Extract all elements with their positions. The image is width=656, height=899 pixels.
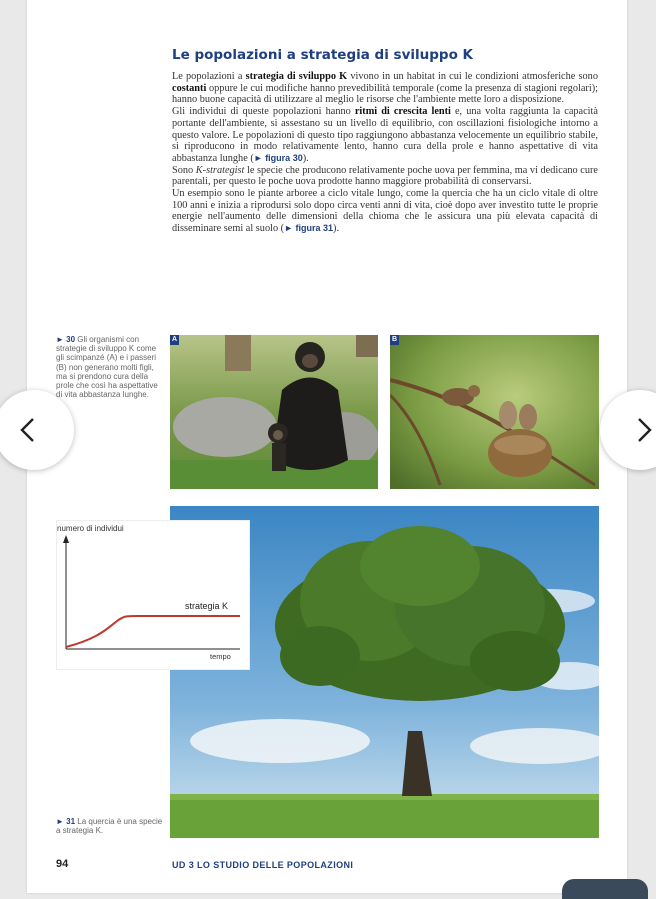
page-number: 94 xyxy=(56,858,69,870)
figure-31-reference[interactable]: ► figura 31 xyxy=(284,223,334,234)
figure-30-reference[interactable]: ► figura 30 xyxy=(253,152,303,163)
bottom-toolbar-tab[interactable] xyxy=(562,879,648,899)
paragraph-3: Sono K-strategist le specie che producono relativamente poche uova per femmina, ma vi dedicano cure parentali, per questo le poche uova prodotte hanno maggiore probabilità di conservarsi. xyxy=(172,164,598,188)
paragraph-1: Le popolazioni a strategia di sviluppo K vivono in un habitat in cui le condizioni atmosferiche sono costanti oppure le cui modifiche hanno prevedibilità temporale (come la presenza di stagioni regolari); hanno buone capacità di utilizzare al meglio le risorse che l'ambiente mette loro a disposizione. xyxy=(172,71,598,106)
population-growth-graph xyxy=(56,520,250,670)
figure-31-caption: ► 31 La quercia è una specie a strategia K. xyxy=(56,817,163,836)
graph-y-label: numero di individui xyxy=(57,524,124,533)
chevron-left-icon xyxy=(18,417,36,443)
chimpanzee-photo xyxy=(170,335,378,489)
graph-x-label: tempo xyxy=(210,652,231,661)
unit-title: UD 3 LO STUDIO DELLE POPOLAZIONI xyxy=(172,860,354,870)
figure-30-caption: ► 30 Gli organismi con strategie di sviluppo K come gli scimpanzé (A) e i passeri (B) non generano molti figli, ma si prendono cura della prole che così ha aspettative di vita abbastanza lunghe. xyxy=(56,335,158,400)
photo-label-a: A xyxy=(171,336,178,343)
graph-series-label: strategia K xyxy=(185,601,229,611)
chevron-right-icon xyxy=(636,417,654,443)
strategy-k-curve xyxy=(66,616,240,647)
y-axis-arrow-icon xyxy=(63,535,69,543)
section-body xyxy=(172,71,598,235)
paragraph-4: Un esempio sono le piante arboree a ciclo vitale lungo, come la quercia che ha un ciclo vitale di oltre 100 anni e inizia a riprodursi solo dopo circa venti anni di vita, cioè dopo aver investito tutte le proprie energie nell'aumento delle dimensioni della chioma che le assicura una più elevata capacità di disseminare semi al suolo (► figura 31). xyxy=(172,188,598,235)
paragraph-2: Gli individui di queste popolazioni hanno ritmi di crescita lenti e, una volta raggiunta la capacità portante dell'ambiente, si assestano su un livello di equilibrio, con oscillazioni fisiologiche intorno a questo valore. Le popolazioni di questo tipo raggiungono abbastanza velocemente un equilibrio stabile, si riproducono in modo relativamente lento, hanno cura della prole e hanno aspettative di vita abbastanza lunghe (► figura 30). xyxy=(172,106,598,164)
section-title: Le popolazioni a strategia di sviluppo K xyxy=(172,47,474,63)
photo-label-b: B xyxy=(391,336,398,343)
sparrows-nest-photo xyxy=(390,335,599,489)
